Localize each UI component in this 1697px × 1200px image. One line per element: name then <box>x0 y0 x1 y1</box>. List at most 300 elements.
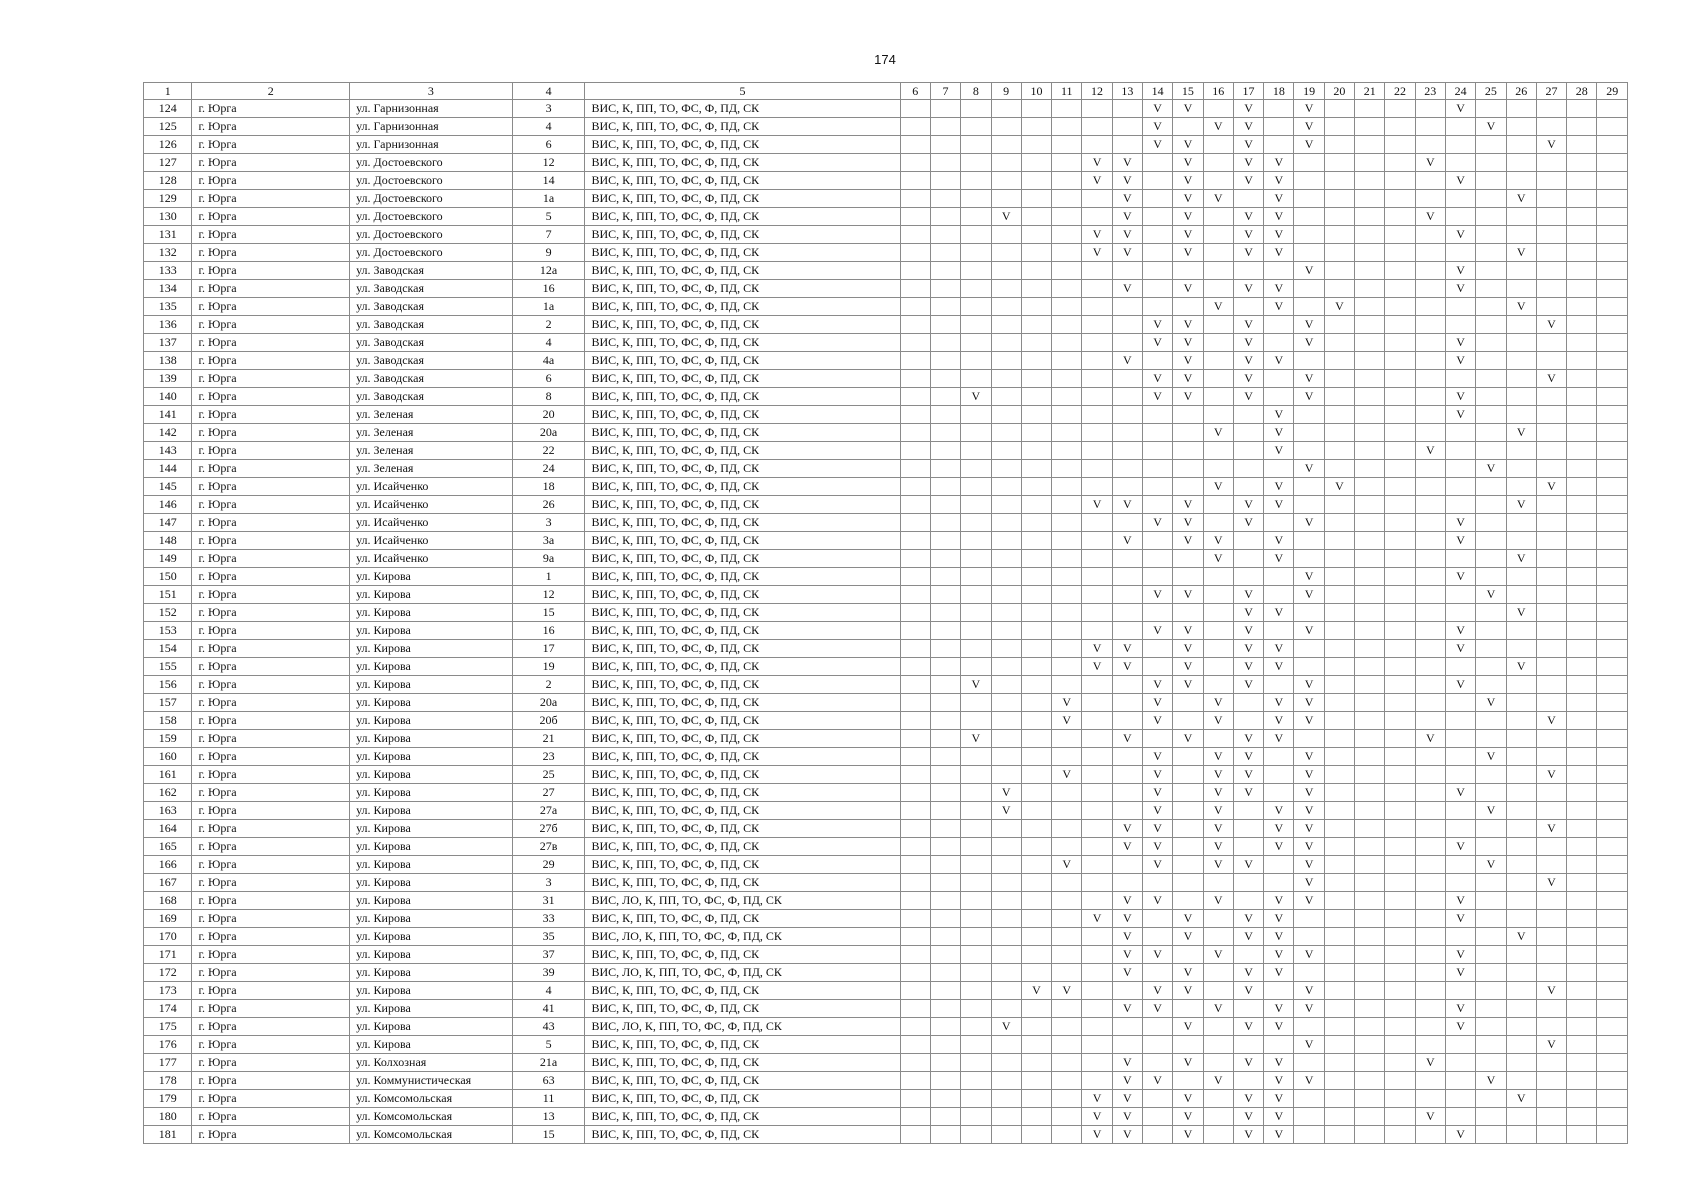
empty-cell <box>1536 334 1566 352</box>
check-mark: V <box>1294 766 1324 784</box>
empty-cell <box>1021 280 1051 298</box>
empty-cell <box>1355 406 1385 424</box>
codes-cell: ВИС, К, ПП, ТО, ФС, Ф, ПД, СК <box>585 658 900 676</box>
check-mark: V <box>1476 694 1506 712</box>
empty-cell <box>1476 1036 1506 1054</box>
empty-cell <box>961 154 991 172</box>
empty-cell <box>930 910 960 928</box>
empty-cell <box>1203 316 1233 334</box>
empty-cell <box>900 100 930 118</box>
empty-cell <box>1445 118 1475 136</box>
empty-cell <box>991 442 1021 460</box>
table-row <box>144 154 1628 172</box>
empty-cell <box>1324 388 1354 406</box>
empty-cell <box>1415 262 1445 280</box>
empty-cell <box>930 172 960 190</box>
city-cell: г. Юрга <box>192 100 350 118</box>
check-mark: V <box>1294 784 1324 802</box>
empty-cell <box>1355 676 1385 694</box>
empty-cell <box>991 874 1021 892</box>
empty-cell <box>1415 1072 1445 1090</box>
codes-cell: ВИС, К, ПП, ТО, ФС, Ф, ПД, СК <box>585 496 900 514</box>
empty-cell <box>1233 892 1263 910</box>
empty-cell <box>1112 982 1142 1000</box>
empty-cell <box>1385 784 1415 802</box>
empty-cell <box>1597 658 1628 676</box>
house-cell: 1а <box>512 190 585 208</box>
empty-cell <box>1506 154 1536 172</box>
check-mark: V <box>1112 964 1142 982</box>
empty-cell <box>1476 334 1506 352</box>
empty-cell <box>1506 334 1536 352</box>
empty-cell <box>1052 136 1082 154</box>
empty-cell <box>1173 1036 1203 1054</box>
empty-cell <box>961 262 991 280</box>
empty-cell <box>1385 730 1415 748</box>
empty-cell <box>1476 1018 1506 1036</box>
empty-cell <box>1142 190 1172 208</box>
check-mark: V <box>1445 892 1475 910</box>
empty-cell <box>1142 262 1172 280</box>
codes-cell: ВИС, К, ПП, ТО, ФС, Ф, ПД, СК <box>585 100 900 118</box>
empty-cell <box>1082 874 1112 892</box>
codes-cell: ВИС, К, ПП, ТО, ФС, Ф, ПД, СК <box>585 1054 900 1072</box>
table-row <box>144 604 1628 622</box>
empty-cell <box>1567 100 1597 118</box>
house-cell: 4а <box>512 352 585 370</box>
empty-cell <box>1052 280 1082 298</box>
empty-cell <box>930 1108 960 1126</box>
street-cell: ул. Комсомольская <box>350 1090 513 1108</box>
empty-cell <box>900 658 930 676</box>
empty-cell <box>1415 460 1445 478</box>
check-mark: V <box>1112 838 1142 856</box>
empty-cell <box>1173 1072 1203 1090</box>
empty-cell <box>1536 226 1566 244</box>
empty-cell <box>1506 316 1536 334</box>
empty-cell <box>1476 244 1506 262</box>
check-mark: V <box>1233 208 1263 226</box>
empty-cell <box>1445 658 1475 676</box>
check-mark: V <box>1142 316 1172 334</box>
street-cell: ул. Заводская <box>350 316 513 334</box>
empty-cell <box>1233 190 1263 208</box>
empty-cell <box>1385 604 1415 622</box>
empty-cell <box>1203 964 1233 982</box>
empty-cell <box>1385 334 1415 352</box>
check-mark: V <box>1233 100 1263 118</box>
empty-cell <box>1597 820 1628 838</box>
empty-cell <box>1506 820 1536 838</box>
empty-cell <box>1021 802 1051 820</box>
row-number: 137 <box>144 334 192 352</box>
empty-cell <box>1476 874 1506 892</box>
empty-cell <box>1324 334 1354 352</box>
check-mark: V <box>1112 1054 1142 1072</box>
empty-cell <box>1567 640 1597 658</box>
empty-cell <box>1445 370 1475 388</box>
empty-cell <box>1264 748 1294 766</box>
empty-cell <box>1355 604 1385 622</box>
empty-cell <box>1142 874 1172 892</box>
check-mark: V <box>1112 640 1142 658</box>
empty-cell <box>1294 658 1324 676</box>
check-mark: V <box>1052 982 1082 1000</box>
empty-cell <box>930 280 960 298</box>
empty-cell <box>1324 730 1354 748</box>
check-mark: V <box>1536 1036 1566 1054</box>
empty-cell <box>1082 532 1112 550</box>
empty-cell <box>961 244 991 262</box>
empty-cell <box>1567 532 1597 550</box>
empty-cell <box>1264 856 1294 874</box>
check-mark: V <box>1142 946 1172 964</box>
empty-cell <box>1476 964 1506 982</box>
check-mark: V <box>1233 1126 1263 1144</box>
check-mark: V <box>1294 748 1324 766</box>
empty-cell <box>1294 1108 1324 1126</box>
empty-cell <box>1021 388 1051 406</box>
empty-cell <box>900 424 930 442</box>
empty-cell <box>1597 1018 1628 1036</box>
empty-cell <box>1385 928 1415 946</box>
column-header-11: 11 <box>1052 83 1082 100</box>
empty-cell <box>991 226 1021 244</box>
empty-cell <box>961 694 991 712</box>
empty-cell <box>1385 1054 1415 1072</box>
empty-cell <box>1476 910 1506 928</box>
empty-cell <box>1506 1000 1536 1018</box>
row-number: 135 <box>144 298 192 316</box>
check-mark: V <box>1173 190 1203 208</box>
table-row <box>144 928 1628 946</box>
empty-cell <box>900 406 930 424</box>
empty-cell <box>1142 496 1172 514</box>
empty-cell <box>1324 496 1354 514</box>
codes-cell: ВИС, К, ПП, ТО, ФС, Ф, ПД, СК <box>585 784 900 802</box>
empty-cell <box>900 676 930 694</box>
street-cell: ул. Гарнизонная <box>350 118 513 136</box>
codes-cell: ВИС, К, ПП, ТО, ФС, Ф, ПД, СК <box>585 460 900 478</box>
check-mark: V <box>1112 946 1142 964</box>
empty-cell <box>1203 1054 1233 1072</box>
empty-cell <box>1476 1126 1506 1144</box>
empty-cell <box>930 964 960 982</box>
check-mark: V <box>1264 172 1294 190</box>
city-cell: г. Юрга <box>192 694 350 712</box>
check-mark: V <box>1264 190 1294 208</box>
empty-cell <box>1233 712 1263 730</box>
empty-cell <box>961 640 991 658</box>
empty-cell <box>1385 892 1415 910</box>
check-mark: V <box>1415 1054 1445 1072</box>
empty-cell <box>1052 622 1082 640</box>
house-cell: 19 <box>512 658 585 676</box>
empty-cell <box>1445 208 1475 226</box>
city-cell: г. Юрга <box>192 640 350 658</box>
empty-cell <box>930 1018 960 1036</box>
check-mark: V <box>1142 1000 1172 1018</box>
table-row <box>144 910 1628 928</box>
empty-cell <box>1597 262 1628 280</box>
empty-cell <box>1506 1108 1536 1126</box>
empty-cell <box>991 766 1021 784</box>
house-cell: 15 <box>512 604 585 622</box>
empty-cell <box>1536 280 1566 298</box>
row-number: 175 <box>144 1018 192 1036</box>
empty-cell <box>961 1090 991 1108</box>
empty-cell <box>1112 568 1142 586</box>
empty-cell <box>1445 550 1475 568</box>
empty-cell <box>1385 532 1415 550</box>
house-cell: 27 <box>512 784 585 802</box>
empty-cell <box>991 1072 1021 1090</box>
table-row <box>144 388 1628 406</box>
empty-cell <box>991 730 1021 748</box>
empty-cell <box>1324 640 1354 658</box>
house-cell: 15 <box>512 1126 585 1144</box>
check-mark: V <box>1233 640 1263 658</box>
empty-cell <box>961 892 991 910</box>
empty-cell <box>1294 172 1324 190</box>
table-row <box>144 964 1628 982</box>
table-row <box>144 586 1628 604</box>
empty-cell <box>1052 964 1082 982</box>
empty-cell <box>1385 568 1415 586</box>
empty-cell <box>900 604 930 622</box>
check-mark: V <box>1142 388 1172 406</box>
check-mark: V <box>1082 910 1112 928</box>
house-cell: 6 <box>512 370 585 388</box>
empty-cell <box>1233 568 1263 586</box>
empty-cell <box>930 892 960 910</box>
column-header-14: 14 <box>1142 83 1172 100</box>
empty-cell <box>1536 406 1566 424</box>
empty-cell <box>930 982 960 1000</box>
house-cell: 20 <box>512 406 585 424</box>
empty-cell <box>1324 118 1354 136</box>
table-row <box>144 244 1628 262</box>
empty-cell <box>1355 1000 1385 1018</box>
empty-cell <box>1385 172 1415 190</box>
empty-cell <box>930 370 960 388</box>
column-header-24: 24 <box>1445 83 1475 100</box>
empty-cell <box>991 334 1021 352</box>
check-mark: V <box>1082 154 1112 172</box>
empty-cell <box>1506 1036 1536 1054</box>
codes-cell: ВИС, К, ПП, ТО, ФС, Ф, ПД, СК <box>585 136 900 154</box>
check-mark: V <box>1203 838 1233 856</box>
empty-cell <box>1597 550 1628 568</box>
empty-cell <box>961 496 991 514</box>
street-cell: ул. Комсомольская <box>350 1126 513 1144</box>
empty-cell <box>1536 118 1566 136</box>
empty-cell <box>1112 802 1142 820</box>
empty-cell <box>1536 910 1566 928</box>
row-number: 169 <box>144 910 192 928</box>
empty-cell <box>1021 658 1051 676</box>
check-mark: V <box>1203 946 1233 964</box>
empty-cell <box>1445 1036 1475 1054</box>
empty-cell <box>1536 550 1566 568</box>
table-row <box>144 1000 1628 1018</box>
empty-cell <box>1597 874 1628 892</box>
check-mark: V <box>991 1018 1021 1036</box>
empty-cell <box>1082 586 1112 604</box>
house-cell: 27а <box>512 802 585 820</box>
empty-cell <box>1173 604 1203 622</box>
empty-cell <box>1142 532 1172 550</box>
empty-cell <box>1597 838 1628 856</box>
empty-cell <box>961 1036 991 1054</box>
check-mark: V <box>1264 604 1294 622</box>
empty-cell <box>1567 1126 1597 1144</box>
empty-cell <box>1203 730 1233 748</box>
row-number: 143 <box>144 442 192 460</box>
empty-cell <box>1567 352 1597 370</box>
empty-cell <box>961 568 991 586</box>
check-mark: V <box>1445 1000 1475 1018</box>
empty-cell <box>1415 874 1445 892</box>
street-cell: ул. Исайченко <box>350 496 513 514</box>
codes-cell: ВИС, К, ПП, ТО, ФС, Ф, ПД, СК <box>585 190 900 208</box>
empty-cell <box>1324 352 1354 370</box>
table-row <box>144 460 1628 478</box>
table-row <box>144 658 1628 676</box>
empty-cell <box>1445 928 1475 946</box>
empty-cell <box>1233 460 1263 478</box>
check-mark: V <box>1264 1018 1294 1036</box>
empty-cell <box>1476 622 1506 640</box>
empty-cell <box>1476 982 1506 1000</box>
table-row <box>144 640 1628 658</box>
empty-cell <box>991 838 1021 856</box>
check-mark: V <box>1506 604 1536 622</box>
column-header-5: 5 <box>585 83 900 100</box>
empty-cell <box>1112 1036 1142 1054</box>
check-mark: V <box>1173 1108 1203 1126</box>
empty-cell <box>1082 748 1112 766</box>
street-cell: ул. Заводская <box>350 298 513 316</box>
empty-cell <box>1052 550 1082 568</box>
empty-cell <box>900 856 930 874</box>
row-number: 150 <box>144 568 192 586</box>
check-mark: V <box>1021 982 1051 1000</box>
empty-cell <box>1264 568 1294 586</box>
empty-cell <box>1536 1090 1566 1108</box>
check-mark: V <box>1445 1126 1475 1144</box>
empty-cell <box>1082 208 1112 226</box>
empty-cell <box>1536 730 1566 748</box>
row-number: 154 <box>144 640 192 658</box>
check-mark: V <box>1112 1072 1142 1090</box>
empty-cell <box>1052 388 1082 406</box>
empty-cell <box>1021 478 1051 496</box>
empty-cell <box>1355 622 1385 640</box>
check-mark: V <box>1173 640 1203 658</box>
house-cell: 4 <box>512 982 585 1000</box>
empty-cell <box>991 928 1021 946</box>
city-cell: г. Юрга <box>192 622 350 640</box>
check-mark: V <box>1445 262 1475 280</box>
empty-cell <box>1355 892 1385 910</box>
row-number: 126 <box>144 136 192 154</box>
empty-cell <box>1203 676 1233 694</box>
empty-cell <box>1415 118 1445 136</box>
empty-cell <box>991 550 1021 568</box>
empty-cell <box>1536 298 1566 316</box>
empty-cell <box>1082 712 1112 730</box>
check-mark: V <box>1264 1000 1294 1018</box>
empty-cell <box>1567 910 1597 928</box>
empty-cell <box>1264 334 1294 352</box>
check-mark: V <box>1112 190 1142 208</box>
check-mark: V <box>1294 370 1324 388</box>
empty-cell <box>1597 226 1628 244</box>
check-mark: V <box>1233 856 1263 874</box>
row-number: 127 <box>144 154 192 172</box>
row-number: 144 <box>144 460 192 478</box>
empty-cell <box>1203 172 1233 190</box>
check-mark: V <box>1082 226 1112 244</box>
empty-cell <box>1415 100 1445 118</box>
empty-cell <box>1082 964 1112 982</box>
check-mark: V <box>1445 334 1475 352</box>
empty-cell <box>1597 1072 1628 1090</box>
empty-cell <box>1203 262 1233 280</box>
house-cell: 21а <box>512 1054 585 1072</box>
empty-cell <box>900 694 930 712</box>
check-mark: V <box>1173 280 1203 298</box>
check-mark: V <box>1112 280 1142 298</box>
check-mark: V <box>1294 388 1324 406</box>
empty-cell <box>1324 1090 1354 1108</box>
check-mark: V <box>1294 1036 1324 1054</box>
check-mark: V <box>1203 892 1233 910</box>
empty-cell <box>1445 856 1475 874</box>
empty-cell <box>1324 280 1354 298</box>
empty-cell <box>1385 190 1415 208</box>
empty-cell <box>1385 280 1415 298</box>
empty-cell <box>1052 208 1082 226</box>
empty-cell <box>1476 928 1506 946</box>
empty-cell <box>1324 424 1354 442</box>
table-row <box>144 280 1628 298</box>
empty-cell <box>1203 334 1233 352</box>
check-mark: V <box>1506 658 1536 676</box>
check-mark: V <box>1142 784 1172 802</box>
check-mark: V <box>1506 1090 1536 1108</box>
table-row <box>144 532 1628 550</box>
empty-cell <box>1385 622 1415 640</box>
empty-cell <box>1324 838 1354 856</box>
house-cell: 41 <box>512 1000 585 1018</box>
empty-cell <box>1597 532 1628 550</box>
empty-cell <box>1385 820 1415 838</box>
empty-cell <box>1415 352 1445 370</box>
empty-cell <box>1052 190 1082 208</box>
house-cell: 37 <box>512 946 585 964</box>
empty-cell <box>1536 622 1566 640</box>
house-cell: 20а <box>512 424 585 442</box>
empty-cell <box>1203 1018 1233 1036</box>
house-cell: 3 <box>512 874 585 892</box>
empty-cell <box>1142 352 1172 370</box>
empty-cell <box>1445 442 1475 460</box>
row-number: 160 <box>144 748 192 766</box>
street-cell: ул. Кирова <box>350 568 513 586</box>
check-mark: V <box>1173 154 1203 172</box>
